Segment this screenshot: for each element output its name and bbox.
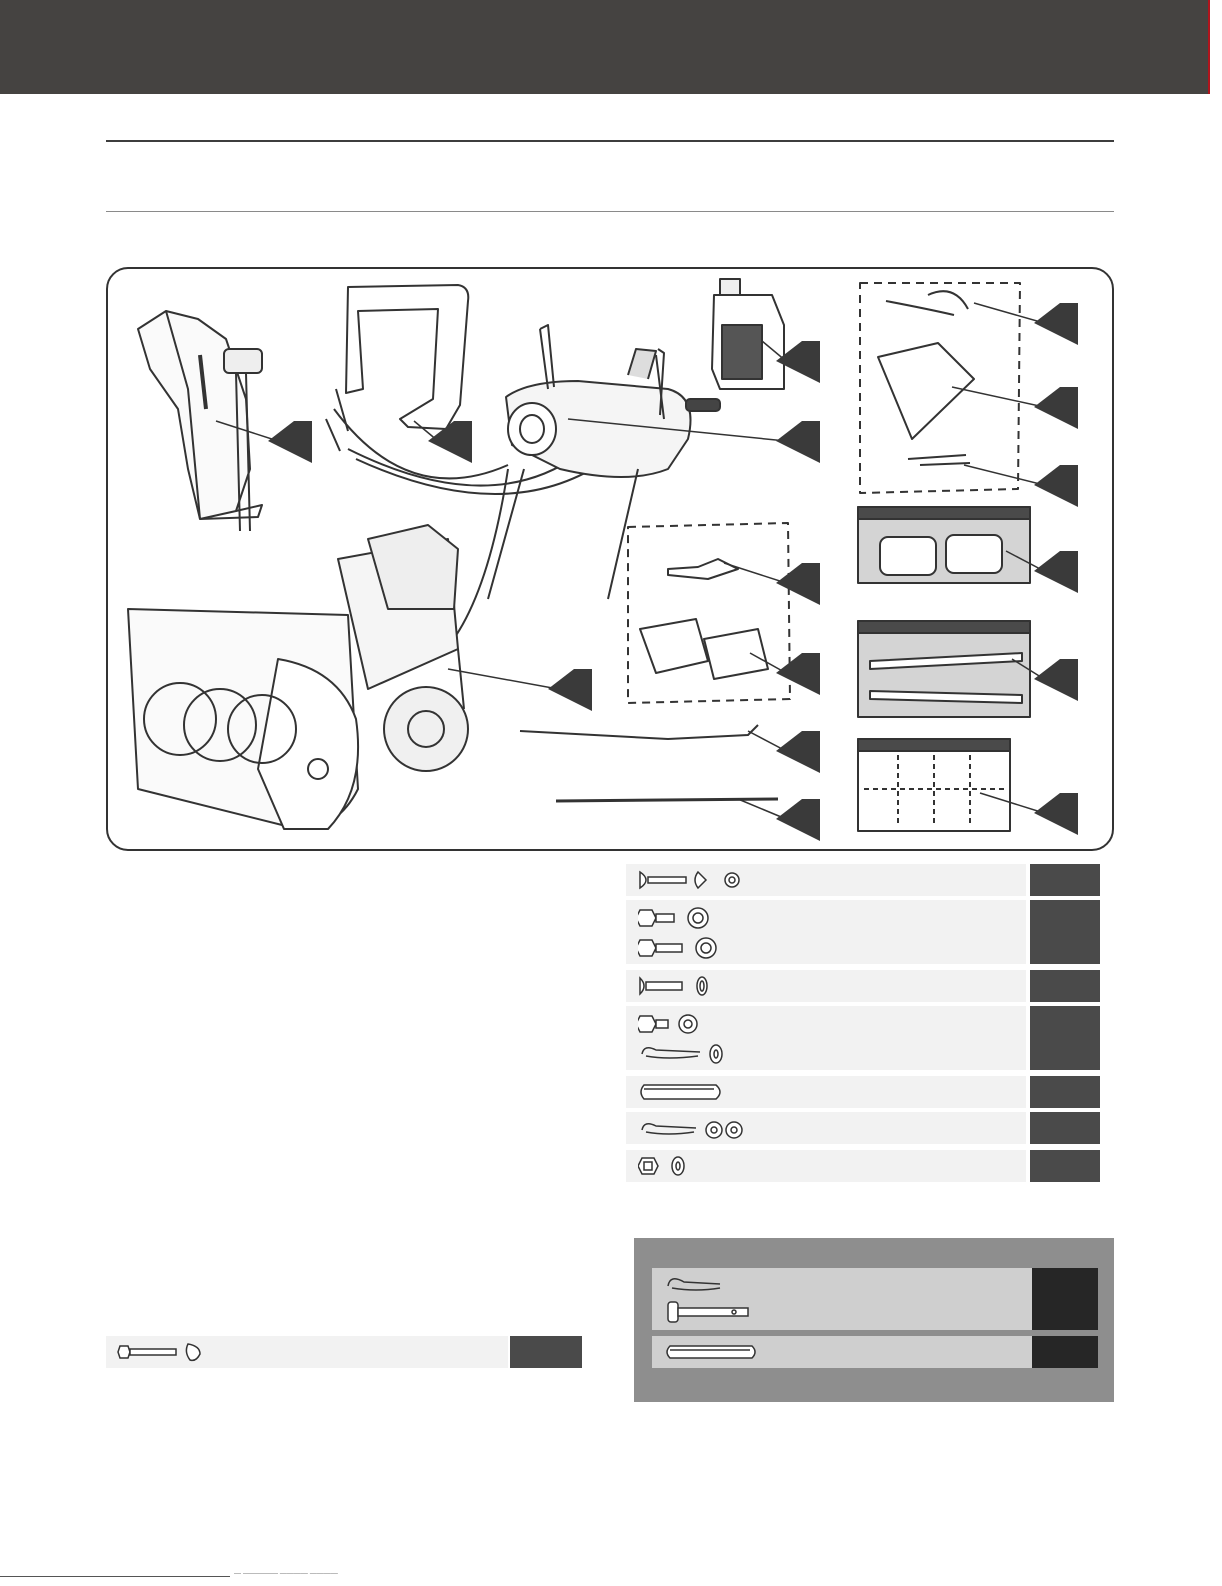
hardware-tag-2 — [1030, 900, 1100, 964]
callout-tag-13 — [776, 731, 820, 773]
callout-leader-15 — [448, 669, 558, 689]
hardware-tag-7 — [1030, 1150, 1100, 1182]
engine-oil-bottle-drawing — [712, 279, 784, 389]
hardware-row-5 — [626, 1076, 1026, 1108]
drive-rod-drawing — [556, 799, 778, 801]
header-bar — [0, 0, 1208, 94]
callout-tag-10 — [1034, 793, 1078, 835]
shear-pin-row-1 — [652, 1268, 1032, 1330]
hardware-tag-4 — [1030, 1006, 1100, 1070]
hardware-tag-left — [510, 1336, 582, 1368]
callout-leader-7 — [964, 465, 1044, 485]
snow-thrower-unit-drawing — [128, 525, 468, 829]
callout-tag-1 — [268, 421, 312, 463]
hex-nut-washer-icon — [638, 1154, 708, 1178]
callout-leader-5 — [974, 303, 1044, 323]
hairpin-clip-washers-icon — [638, 1116, 748, 1140]
hardware-tag-5 — [1030, 1076, 1100, 1108]
carriage-bolt-washer-icon — [638, 974, 728, 998]
roll-pin-icon — [664, 1340, 764, 1364]
callout-leader-11 — [724, 563, 786, 583]
hardware-row-2 — [626, 900, 1026, 964]
shear-pin-tag-2 — [1032, 1336, 1098, 1368]
callout-tag-9 — [1034, 659, 1078, 701]
small-parts-bag-outline — [628, 523, 790, 703]
title-rule-bottom — [106, 211, 1114, 212]
callout-tag-15 — [548, 669, 592, 711]
shear-pin-row-2 — [652, 1336, 1032, 1368]
operator-manual-drawing — [878, 343, 974, 439]
parts-diagram-frame — [106, 267, 1114, 851]
scraper-bar-box — [858, 621, 1030, 717]
hex-bolt-hairpin-clip-icon — [638, 1010, 738, 1066]
header-accent-stripe — [1208, 0, 1222, 94]
callout-tag-12 — [776, 653, 820, 695]
hardware-row-4 — [626, 1006, 1026, 1070]
shear-pin-tag-1 — [1032, 1268, 1098, 1330]
callout-tag-6 — [1034, 387, 1078, 429]
hardware-tag-6 — [1030, 1112, 1100, 1144]
hardware-row-6 — [626, 1112, 1026, 1144]
footer-text: — ————— ———— ———— — [234, 1570, 338, 1577]
callout-leader-14 — [738, 799, 786, 819]
bolt-washer-nut-icon — [638, 868, 748, 892]
auger-control-rod-drawing — [520, 725, 758, 739]
callout-tag-5 — [1034, 303, 1078, 345]
callout-tag-7 — [1034, 465, 1078, 507]
parts-diagram — [108, 269, 1112, 849]
title-rule-top — [106, 140, 1114, 142]
skid-shoe-box — [858, 507, 1030, 583]
bolt-washer-icon — [116, 1340, 216, 1364]
hardware-row-left — [106, 1336, 508, 1368]
hardware-tag-3 — [1030, 970, 1100, 1002]
hex-bolt-flange-nut-icon — [638, 904, 728, 960]
control-panel-drawing — [488, 325, 720, 599]
handle-drawing — [326, 285, 508, 478]
callout-leader-6 — [952, 387, 1044, 407]
callout-tag-14 — [776, 799, 820, 841]
footer-rule — [0, 1576, 230, 1577]
callout-tag-3 — [776, 421, 820, 463]
hardware-card-drawing — [858, 739, 1010, 831]
callout-tag-8 — [1034, 551, 1078, 593]
discharge-chute-drawing — [138, 311, 262, 531]
hardware-row-1 — [626, 864, 1026, 896]
roll-pin-icon — [638, 1080, 728, 1104]
hardware-row-3 — [626, 970, 1026, 1002]
shear-pin-panel — [634, 1238, 1114, 1402]
hardware-row-7 — [626, 1150, 1026, 1182]
hardware-tag-1 — [1030, 864, 1100, 896]
callout-tag-11 — [776, 563, 820, 605]
hairpin-clip-clevis-pin-icon — [664, 1272, 764, 1328]
